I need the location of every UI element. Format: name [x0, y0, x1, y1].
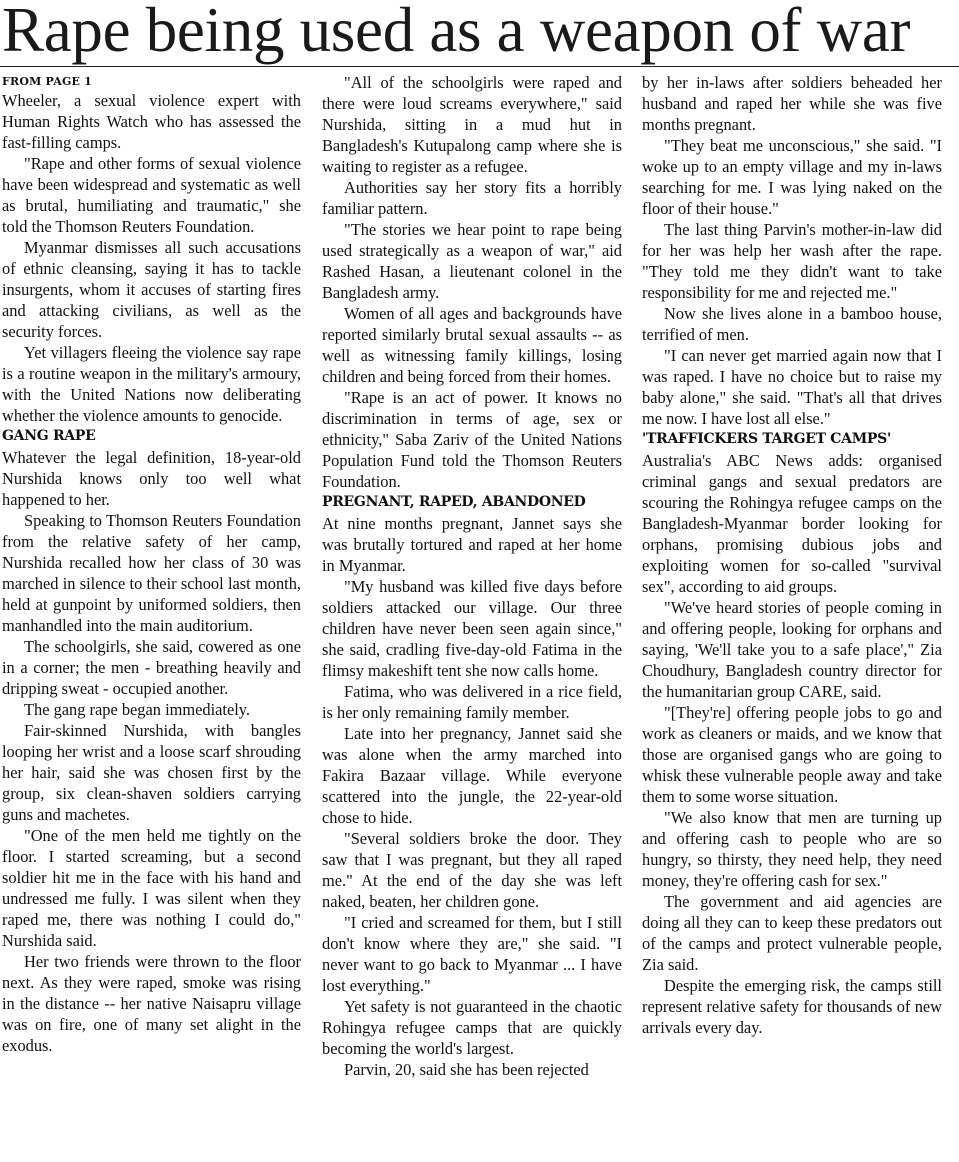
article-paragraph: Women of all ages and backgrounds have reported similarly brutal sexual assaults -- as well as witnessing family killings, losing children and being forced from their homes.: [322, 304, 622, 386]
article-paragraph: The last thing Parvin's mother-in-law did for her was help her wash after the rape. "They told me they didn't want to take responsibility for me and rejected me.": [642, 220, 942, 302]
article-paragraph: by her in-laws after soldiers beheaded her husband and raped her while she was five months pregnant.: [642, 73, 942, 134]
article-paragraph: Now she lives alone in a bamboo house, terrified of men.: [642, 304, 942, 344]
article-paragraph: "Several soldiers broke the door. They saw that I was pregnant, but they all raped me." At the end of the day she was left naked, beaten, her children gone.: [322, 829, 622, 911]
article-paragraph: The government and aid agencies are doing all they can to keep these predators out of the camps and protect vulnerable people, Zia said.: [642, 892, 942, 974]
article-paragraph: Myanmar dismisses all such accusations of ethnic cleansing, saying it has to tackle insurgents, whom it accuses of starting fires and attacking civilians, as well as the security forces.: [2, 238, 301, 341]
article-paragraph: "They beat me unconscious," she said. "I woke up to an empty village and my in-laws searching for me. I was lying naked on the floor of their house.": [642, 136, 942, 218]
article-paragraph: Fatima, who was delivered in a rice field, is her only remaining family member.: [322, 682, 622, 722]
article-paragraph: Yet villagers fleeing the violence say rape is a routine weapon in the military's armoury, with the United Nations now deliberating whether the violence amounts to genocide.: [2, 343, 301, 425]
article-paragraph: Whatever the legal definition, 18-year-old Nurshida knows only too well what happened to her.: [2, 448, 301, 509]
section-subhead: 'TRAFFICKERS TARGET CAMPS': [642, 431, 891, 447]
article-paragraph: "My husband was killed five days before soldiers attacked our village. Our three children have never been seen again since," she said, cradling five-day-old Fatima in the flimsy makeshift tent she now calls home.: [322, 577, 622, 680]
article-paragraph: The schoolgirls, she said, cowered as one in a corner; the men - breathing heavily and dripping sweat - occupied another.: [2, 637, 301, 698]
section-subhead: PREGNANT, RAPED, ABANDONED: [322, 494, 586, 510]
article-paragraph: Authorities say her story fits a horribly familiar pattern.: [322, 178, 622, 218]
article-paragraph: Australia's ABC News adds: organised criminal gangs and sexual predators are scouring the Rohingya refugee camps on the Bangladesh-Myanmar border looking for orphans, promising dubious jobs and exploiting women for so-called "survival sex", according to aid groups.: [642, 451, 942, 596]
article-paragraph: Her two friends were thrown to the floor next. As they were raped, smoke was rising in the distance -- her native Naisapru village was on fire, one of many set alight in the exodus.: [2, 952, 301, 1055]
article-paragraph: "All of the schoolgirls were raped and there were loud screams everywhere," said Nurshida, sitting in a mud hut in Bangladesh's Kutupalong camp where she is waiting to register as a refugee.: [322, 73, 622, 176]
article-paragraph: "We've heard stories of people coming in and offering people, looking for orphans and saying, 'We'll take you to a safe place'," Zia Choudhury, Bangladesh country director for the humanitarian group CARE, said.: [642, 598, 942, 701]
article-paragraph: Despite the emerging risk, the camps still represent relative safety for thousands of new arrivals every day.: [642, 976, 942, 1037]
article-paragraph: "Rape is an act of power. It knows no discrimination in terms of age, sex or ethnicity," Saba Zariv of the United Nations Population Fund told the Thomson Reuters Foundation.: [322, 388, 622, 491]
article-paragraph: Parvin, 20, said she has been rejected: [344, 1060, 589, 1079]
article-paragraph: Yet safety is not guaranteed in the chaotic Rohingya refugee camps that are quickly becoming the world's largest.: [322, 997, 622, 1058]
article-paragraph: "I cried and screamed for them, but I still don't know where they are," she said. "I never want to go back to Myanmar ... I have lost everything.": [322, 913, 622, 995]
article-paragraph: Late into her pregnancy, Jannet said she was alone when the army marched into Fakira Bazaar village. While everyone scattered into the jungle, the 22-year-old chose to hide.: [322, 724, 622, 827]
article-paragraph: Wheeler, a sexual violence expert with Human Rights Watch who has assessed the fast-filling camps.: [2, 91, 301, 152]
article-column-2: [322, 72, 622, 1162]
from-page-kicker: FROM PAGE 1: [2, 75, 93, 88]
article-paragraph: The gang rape began immediately.: [24, 700, 251, 719]
article-paragraph: At nine months pregnant, Jannet says she was brutally tortured and raped at her home in Myanmar.: [322, 514, 622, 575]
article-paragraph: "We also know that men are turning up and offering cash to people who are so hungry, so thirsty, they need help, they need money, they're offering cash for sex.": [642, 808, 942, 890]
article-column-3: [642, 72, 942, 1162]
article-paragraph: Speaking to Thomson Reuters Foundation from the relative safety of her camp, Nurshida recalled how her class of 30 was marched in silence to their school last month, held at gunpoint by uniformed soldiers, then manhandled into the main auditorium.: [2, 511, 301, 635]
article-column-1: [2, 72, 301, 1162]
article-paragraph: "I can never get married again now that I was raped. I have no choice but to raise my baby alone," she said. "That's all that drives me now. I have lost all else.": [642, 346, 942, 428]
article-paragraph: "The stories we hear point to rape being used strategically as a weapon of war," aid Rashed Hasan, a lieutenant colonel in the Bangladesh army.: [322, 220, 622, 302]
article-paragraph: "Rape and other forms of sexual violence have been widespread and systematic as well as brutal, humiliating and traumatic," she told the Thomson Reuters Foundation.: [2, 154, 301, 236]
section-subhead: GANG RAPE: [2, 428, 96, 444]
headline: Rape being used as a weapon of war: [2, 0, 911, 65]
headline-rule: [0, 66, 959, 67]
article-paragraph: "[They're] offering people jobs to go and work as cleaners or maids, and we know that those are organised gangs who are going to whisk these vulnerable people away and take them to some worse situation.: [642, 703, 942, 806]
article-paragraph: Fair-skinned Nurshida, with bangles looping her wrist and a loose scarf shrouding her hair, said she was chosen first by the group, six clean-shaven soldiers carrying guns and machetes.: [2, 721, 301, 824]
article-paragraph: "One of the men held me tightly on the floor. I started screaming, but a second soldier hit me in the face with his hand and undressed me fully. I was silent when they raped me, there was nothing I could do," Nurshida said.: [2, 826, 301, 950]
